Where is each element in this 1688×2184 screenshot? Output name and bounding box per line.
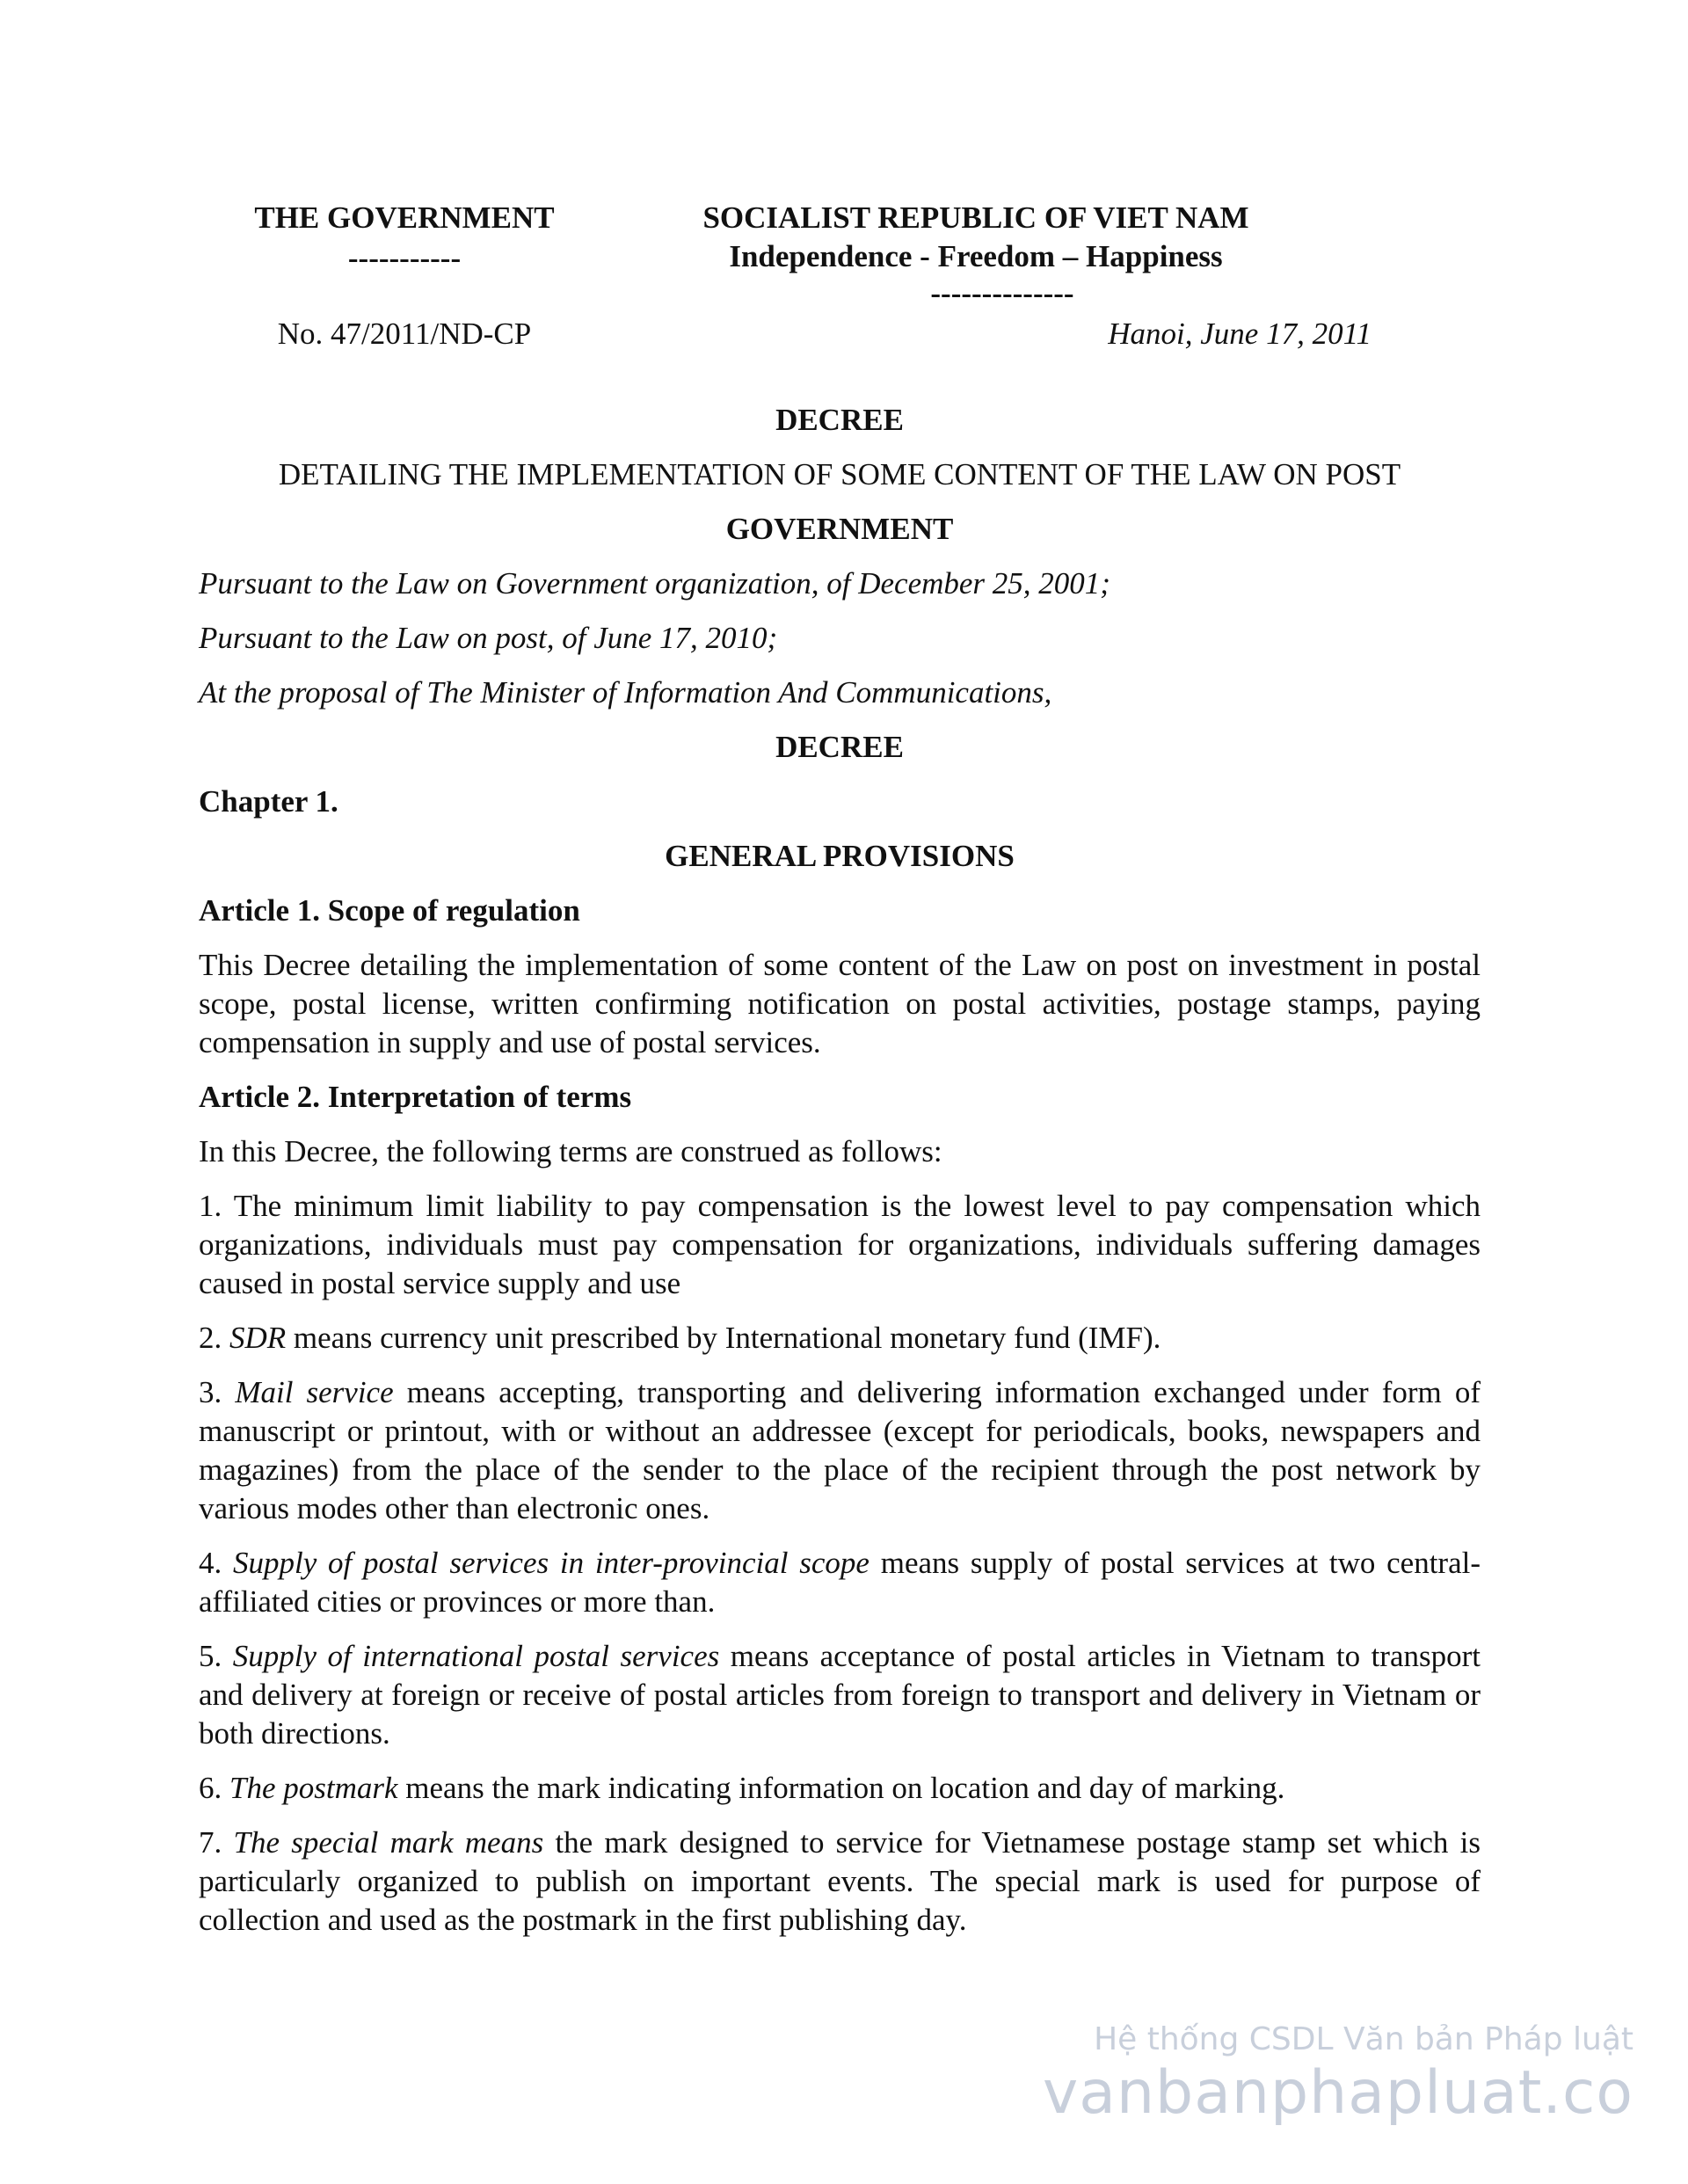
watermark-domain: vanbanphapluat.co — [1043, 2058, 1633, 2128]
article-1-heading: Article 1. Scope of regulation — [199, 893, 580, 928]
definition-text: means acceptance of postal articles in Vietnam to transport and delivery at foreign or receive of postal articles from foreign to transport and delivery in Vietnam or both directions. — [199, 1639, 1481, 1751]
decree-subject: DETAILING THE IMPLEMENTATION OF SOME CONTENT OF THE LAW ON POST — [278, 457, 1401, 491]
definition-item — [199, 1544, 1481, 1621]
definition-text: means accepting, transporting and delivering information exchanged under form of manuscript or printout, with or without an addressee (except for periodicals, books, newspapers and magazines) from the place of the sender to the place of the recipient through the post network by various modes other than electronic ones. — [199, 1375, 1481, 1525]
definition-item — [199, 1187, 1481, 1303]
motto-rule: -------------- — [930, 276, 1074, 310]
document-body — [199, 401, 1481, 1955]
definition-term: Supply of international postal services — [222, 1639, 720, 1673]
preamble-line: At the proposal of The Minister of Information And Communications, — [199, 675, 1052, 710]
national-motto: Independence - Freedom – Happiness — [729, 239, 1223, 273]
document-number: No. 47/2011/ND-CP — [277, 317, 532, 351]
definition-number: 2. — [199, 1321, 222, 1355]
chapter-label: Chapter 1. — [199, 784, 338, 819]
definition-item — [199, 1319, 1481, 1358]
decree-heading: DECREE — [775, 730, 904, 764]
definition-item — [199, 1373, 1481, 1528]
definition-term: SDR — [222, 1321, 287, 1355]
article-1-text: This Decree detailing the implementation of some content of the Law on post on investment in postal scope, postal license, written confirming notification on postal activities, postage stamps, paying compensation in supply and use of postal services. — [199, 948, 1481, 1059]
preamble-line: Pursuant to the Law on post, of June 17, 2010; — [199, 621, 778, 655]
definition-number: 3. — [199, 1375, 222, 1409]
preamble-line: Pursuant to the Law on Government organization, of December 25, 2001; — [199, 566, 1110, 601]
definition-item — [199, 1824, 1481, 1940]
decree-title: DECREE — [775, 403, 904, 437]
definition-number: 7. — [199, 1825, 222, 1860]
watermark-caption: Hệ thống CSDL Văn bản Pháp luật — [1094, 2021, 1633, 2057]
definition-text: the mark designed to service for Vietnamese postage stamp set which is particularly organized to publish on important events. The special mark is used for purpose of collection and used as the postmark in the first publishing day. — [199, 1825, 1481, 1937]
definition-term: Mail service — [222, 1375, 394, 1409]
site-watermark — [1043, 2020, 1633, 2128]
definition-term: The special mark means — [222, 1825, 544, 1860]
definition-item — [199, 1769, 1481, 1808]
issuer-heading: GOVERNMENT — [725, 512, 954, 546]
country-name: SOCIALIST REPUBLIC OF VIET NAM — [702, 200, 1249, 235]
definition-number: 1. — [199, 1189, 222, 1223]
issuing-body-rule: ----------- — [347, 241, 462, 275]
definition-text: means currency unit prescribed by International monetary fund (IMF). — [286, 1321, 1161, 1355]
definition-term: The postmark — [222, 1771, 398, 1805]
definition-text: means supply of postal services at two central-affiliated cities or provinces or more than. — [199, 1546, 1481, 1619]
definition-term: Supply of postal services in inter-provincial scope — [222, 1546, 869, 1580]
definition-number: 6. — [199, 1771, 222, 1805]
article-2-heading: Article 2. Interpretation of terms — [199, 1080, 632, 1114]
place-and-date: Hanoi, June 17, 2011 — [1108, 317, 1372, 351]
definition-text: The minimum limit liability to pay compensation is the lowest level to pay compensation which organizations, individuals must pay compensation for organizations, individuals suffering damages caused in postal service supply and use — [199, 1189, 1481, 1300]
issuing-body: THE GOVERNMENT — [254, 200, 555, 235]
definition-number: 4. — [199, 1546, 222, 1580]
article-2-intro: In this Decree, the following terms are construed as follows: — [199, 1134, 942, 1168]
definition-number: 5. — [199, 1639, 222, 1673]
chapter-title: GENERAL PROVISIONS — [665, 839, 1015, 873]
definition-text: means the mark indicating information on location and day of marking. — [397, 1771, 1285, 1805]
definition-item — [199, 1637, 1481, 1753]
